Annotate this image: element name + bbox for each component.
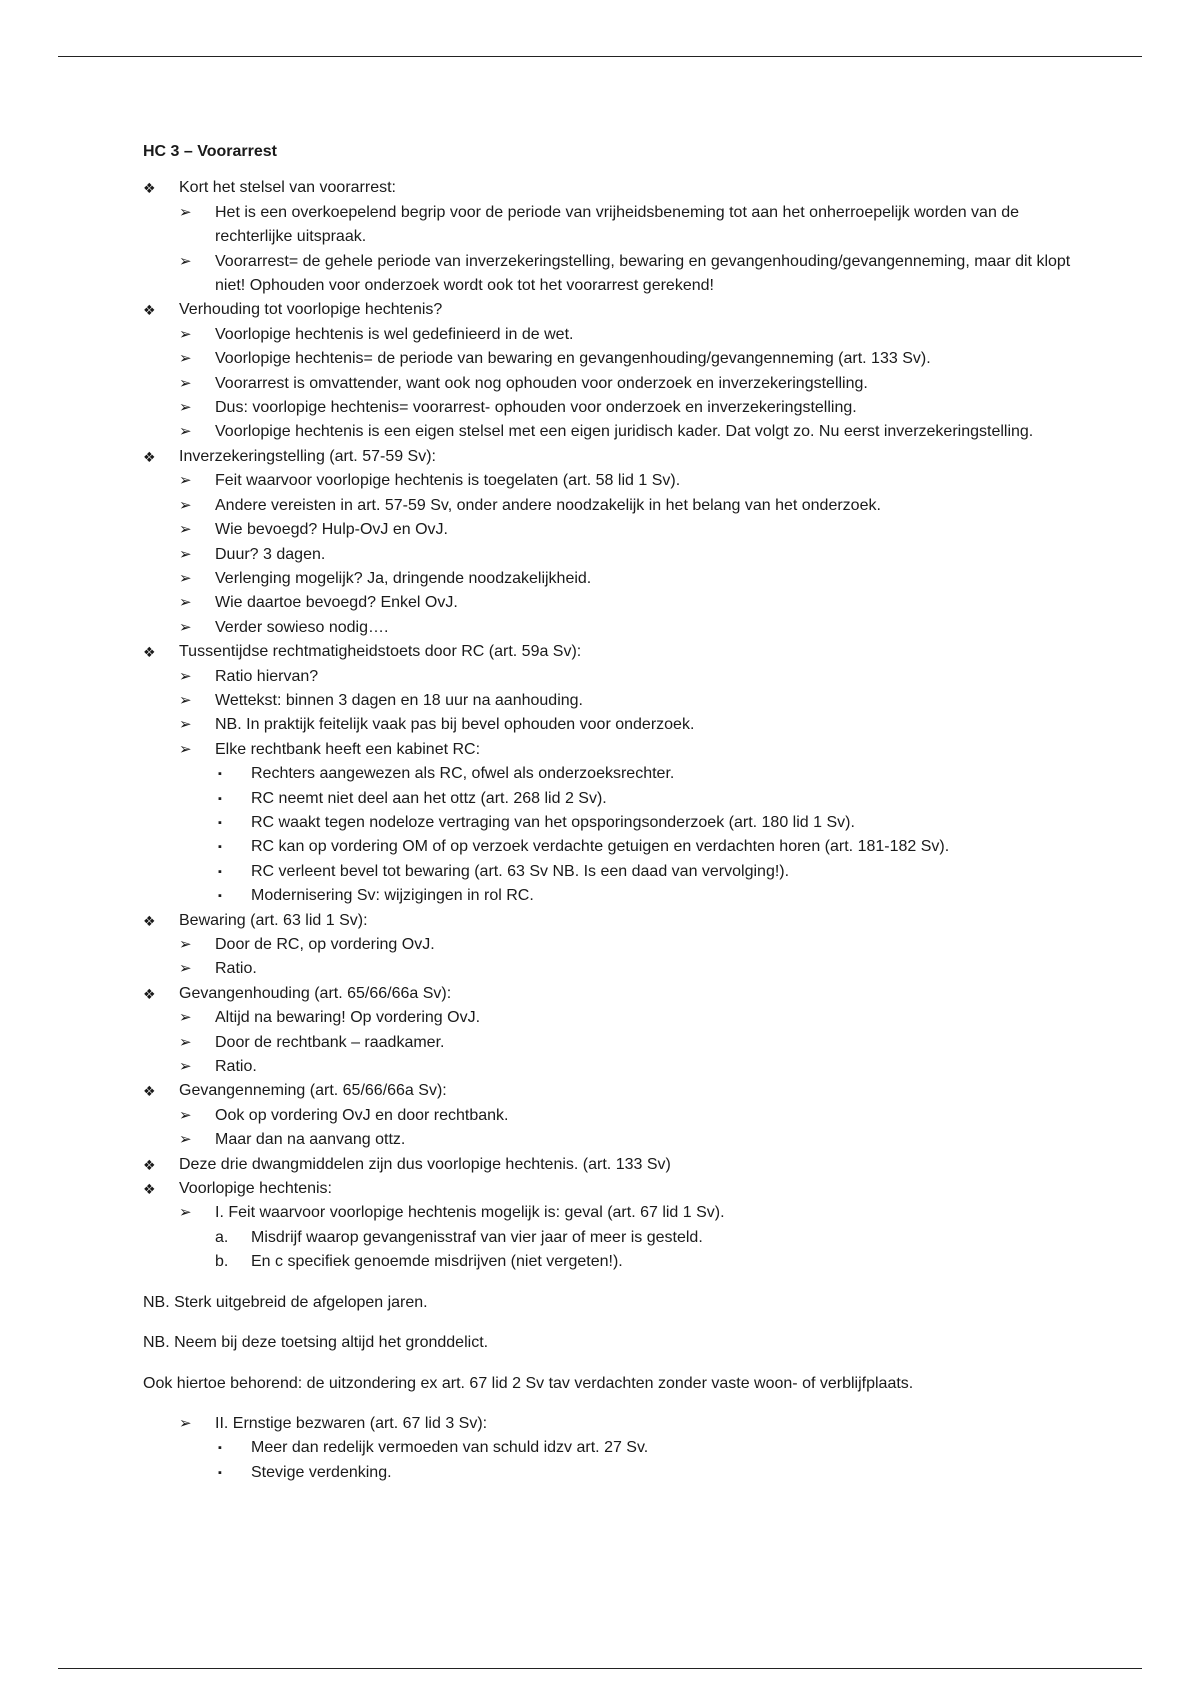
header-rule — [58, 56, 1142, 57]
section-heading: Bewaring (art. 63 lid 1 Sv): — [179, 911, 368, 929]
arrow-bullet-icon: ➢ — [179, 252, 192, 270]
list-item-text: Door de rechtbank – raadkamer. — [215, 1033, 445, 1051]
section-heading: Verhouding tot voorlopige hechtenis? — [179, 301, 443, 319]
list-item-text: Andere vereisten in art. 57-59 Sv, onder andere noodzakelijk in het belang van het onderzoek. — [215, 496, 881, 514]
list-item-text: RC waakt tegen nodeloze vertraging van het opsporingsonderzoek (art. 180 lid 1 Sv). — [251, 813, 855, 831]
list-item-text: RC neemt niet deel aan het ottz (art. 268 lid 2 Sv). — [251, 789, 607, 807]
arrow-bullet-icon: ➢ — [179, 203, 192, 221]
arrow-bullet-icon: ➢ — [179, 423, 192, 441]
list-item-text: NB. In praktijk feitelijk vaak pas bij bevel ophouden voor onderzoek. — [215, 716, 695, 734]
list-item — [179, 201, 1083, 250]
sub-list — [179, 933, 1083, 982]
list-item — [143, 1412, 1083, 1485]
arrow-bullet-icon: ➢ — [179, 325, 192, 343]
list-item-text: Rechters aangewezen als RC, ofwel als onderzoeksrechter. — [251, 765, 675, 783]
list-item — [179, 420, 1083, 444]
square-bullet-icon: ▪ — [218, 1466, 222, 1479]
list-item-text: RC verleent bevel tot bewaring (art. 63 Sv NB. Is een daad van vervolging!). — [251, 862, 790, 880]
arrow-bullet-icon: ➢ — [179, 716, 192, 734]
list-item — [179, 1006, 1083, 1030]
list-item — [215, 860, 1083, 884]
list-item — [179, 372, 1083, 396]
square-bullet-icon: ▪ — [218, 1442, 222, 1455]
arrow-bullet-icon: ➢ — [179, 1414, 192, 1432]
sub-list — [179, 469, 1083, 640]
sub-sub-list — [215, 762, 1083, 908]
section-heading: Tussentijdse rechtmatigheidstoets door RC (art. 59a Sv): — [179, 643, 582, 661]
diamond-bullet-icon: ❖ — [143, 180, 156, 197]
square-bullet-icon: ▪ — [218, 816, 222, 829]
list-item — [179, 616, 1083, 640]
paragraph: NB. Neem bij deze toetsing altijd het gronddelict. — [143, 1334, 489, 1352]
main-bullet-list — [143, 176, 1083, 1274]
section-inverzekeringstelling — [143, 445, 1083, 640]
section-bewaring — [143, 909, 1083, 982]
list-item-text: Ratio. — [215, 960, 257, 978]
diamond-bullet-icon: ❖ — [143, 1083, 156, 1100]
list-item-text: Voorlopige hechtenis is wel gedefinieerd in de wet. — [215, 325, 574, 343]
arrow-bullet-icon: ➢ — [179, 1106, 192, 1124]
section-verhouding — [143, 298, 1083, 444]
sub-list — [179, 201, 1083, 299]
list-item-text: Voorarrest is omvattender, want ook nog ophouden voor onderzoek en inverzekeringstelling. — [215, 374, 868, 392]
list-item-text: Meer dan redelijk vermoeden van schuld idzv art. 27 Sv. — [251, 1439, 649, 1457]
section-heading: Kort het stelsel van voorarrest: — [179, 179, 396, 197]
section-dwangmiddelen — [143, 1153, 1083, 1177]
list-item — [179, 396, 1083, 420]
list-item-text: Altijd na bewaring! Op vordering OvJ. — [215, 1009, 481, 1027]
paragraph: NB. Sterk uitgebreid de afgelopen jaren. — [143, 1293, 428, 1311]
arrow-bullet-icon: ➢ — [179, 960, 192, 978]
diamond-bullet-icon: ❖ — [143, 448, 156, 465]
list-item-text: Wettekst: binnen 3 dagen en 18 uur na aanhouding. — [215, 691, 583, 709]
list-item — [179, 1201, 1083, 1274]
list-item — [179, 665, 1083, 689]
list-item — [179, 1055, 1083, 1079]
list-item — [179, 347, 1083, 371]
sub-list — [179, 323, 1083, 445]
arrow-bullet-icon: ➢ — [179, 618, 192, 636]
arrow-bullet-icon: ➢ — [179, 472, 192, 490]
arrow-bullet-icon: ➢ — [179, 1131, 192, 1149]
list-item — [179, 567, 1083, 591]
arrow-bullet-icon: ➢ — [179, 496, 192, 514]
document-body — [143, 140, 1083, 1485]
list-item-text: Verder sowieso nodig…. — [215, 618, 389, 636]
list-item-text: RC kan op vordering OM of op verzoek verdachte getuigen en verdachten horen (art. 181-182 Sv). — [251, 838, 950, 856]
section-heading: Deze drie dwangmiddelen zijn dus voorlopige hechtenis. (art. 133 Sv) — [179, 1155, 671, 1173]
list-item-text: Door de RC, op vordering OvJ. — [215, 936, 435, 953]
list-item — [215, 787, 1083, 811]
section-heading: Voorlopige hechtenis: — [179, 1180, 332, 1198]
sub-list — [179, 665, 1083, 909]
list-item-text: II. Ernstige bezwaren (art. 67 lid 3 Sv): — [215, 1414, 488, 1432]
list-item-text: Voorlopige hechtenis is een eigen stelsel met een eigen juridisch kader. Dat volgt zo. Nu eerst inverzekeringstelling. — [215, 423, 1034, 441]
arrow-bullet-icon: ➢ — [179, 936, 192, 953]
section-heading: Gevangenhouding (art. 65/66/66a Sv): — [179, 984, 452, 1002]
arrow-bullet-icon: ➢ — [179, 545, 192, 563]
list-item — [179, 689, 1083, 713]
list-item — [179, 1104, 1083, 1128]
list-item — [215, 1250, 1083, 1274]
arrow-bullet-icon: ➢ — [179, 594, 192, 612]
diamond-bullet-icon: ❖ — [143, 302, 156, 319]
footer-rule — [58, 1668, 1142, 1669]
list-item — [215, 811, 1083, 835]
diamond-bullet-icon: ❖ — [143, 1156, 156, 1173]
section-gevangenneming — [143, 1079, 1083, 1152]
list-marker: a. — [215, 1228, 229, 1246]
arrow-bullet-icon: ➢ — [179, 1033, 192, 1051]
list-item-text: En c specifiek genoemde misdrijven (niet vergeten!). — [251, 1253, 623, 1271]
section-rechtmatigheidstoets — [143, 640, 1083, 908]
list-item — [179, 1128, 1083, 1152]
diamond-bullet-icon: ❖ — [143, 644, 156, 661]
list-item-text: Ratio hiervan? — [215, 667, 319, 685]
list-item-text: Modernisering Sv: wijzigingen in rol RC. — [251, 887, 534, 905]
list-item-text: Duur? 3 dagen. — [215, 545, 326, 563]
list-item-text: Voorlopige hechtenis= de periode van bewaring en gevangenhouding/gevangenneming (art. 133 Sv). — [215, 350, 931, 368]
sub-list — [179, 1201, 1083, 1274]
list-item — [179, 591, 1083, 615]
arrow-bullet-icon: ➢ — [179, 740, 192, 758]
list-item — [179, 738, 1083, 909]
list-item — [215, 835, 1083, 859]
list-item — [179, 933, 1083, 957]
list-item-text: Stevige verdenking. — [251, 1463, 392, 1481]
list-item-text: Ook op vordering OvJ en door rechtbank. — [215, 1106, 509, 1124]
list-item — [179, 250, 1083, 299]
list-item — [179, 713, 1083, 737]
list-item-text: Dus: voorlopige hechtenis= voorarrest- ophouden voor onderzoek en inverzekeringstelling. — [215, 399, 857, 417]
page-title: HC 3 – Voorarrest — [143, 143, 277, 160]
list-item — [179, 1412, 1083, 1485]
diamond-bullet-icon: ❖ — [143, 985, 156, 1002]
section-stelsel — [143, 176, 1083, 298]
list-item — [215, 1436, 1083, 1460]
paragraph: Ook hiertoe behorend: de uitzondering ex art. 67 lid 2 Sv tav verdachten zonder vaste woon- of verblijfplaats. — [143, 1374, 914, 1392]
list-item-text: Voorarrest= de gehele periode van inverzekeringstelling, bewaring en gevangenhouding/gevangenneming, maar dit klopt niet! Ophouden voor onderzoek wordt ook tot het voorarrest gerekend! — [215, 252, 1071, 295]
arrow-bullet-icon: ➢ — [179, 1009, 192, 1027]
diamond-bullet-icon: ❖ — [143, 1181, 156, 1198]
list-item — [179, 518, 1083, 542]
square-bullet-icon: ▪ — [218, 841, 222, 854]
list-item — [179, 543, 1083, 567]
list-item-text: Het is een overkoepelend begrip voor de periode van vrijheidsbeneming tot aan het onherroepelijk worden van de rechterlijke uitspraak. — [215, 203, 1020, 246]
diamond-bullet-icon: ❖ — [143, 912, 156, 929]
sub-list — [179, 1412, 1083, 1485]
arrow-bullet-icon: ➢ — [179, 1058, 192, 1076]
list-item-text: Feit waarvoor voorlopige hechtenis is toegelaten (art. 58 lid 1 Sv). — [215, 472, 681, 490]
square-bullet-icon: ▪ — [218, 768, 222, 781]
section-heading: Inverzekeringstelling (art. 57-59 Sv): — [179, 447, 436, 465]
section-voorlopige-hechtenis — [143, 1177, 1083, 1275]
arrow-bullet-icon: ➢ — [179, 399, 192, 417]
list-item-text: Ratio. — [215, 1058, 257, 1076]
arrow-bullet-icon: ➢ — [179, 521, 192, 539]
section-heading: Gevangenneming (art. 65/66/66a Sv): — [179, 1082, 447, 1100]
arrow-bullet-icon: ➢ — [179, 374, 192, 392]
list-item-text: Misdrijf waarop gevangenisstraf van vier jaar of meer is gesteld. — [251, 1228, 703, 1246]
list-item-text: Wie daartoe bevoegd? Enkel OvJ. — [215, 594, 458, 612]
list-item-text: Verlenging mogelijk? Ja, dringende noodzakelijkheid. — [215, 569, 592, 587]
list-marker: b. — [215, 1253, 229, 1271]
arrow-bullet-icon: ➢ — [179, 691, 192, 709]
list-item — [215, 884, 1083, 908]
square-bullet-icon: ▪ — [218, 792, 222, 805]
list-item-text: I. Feit waarvoor voorlopige hechtenis mogelijk is: geval (art. 67 lid 1 Sv). — [215, 1204, 725, 1222]
arrow-bullet-icon: ➢ — [179, 1204, 192, 1222]
sub-sub-list — [215, 1436, 1083, 1485]
square-bullet-icon: ▪ — [218, 890, 222, 903]
list-item — [215, 1226, 1083, 1250]
sub-list — [179, 1104, 1083, 1153]
section-gevangenhouding — [143, 982, 1083, 1080]
arrow-bullet-icon: ➢ — [179, 667, 192, 685]
list-item — [215, 1461, 1083, 1485]
list-item — [179, 957, 1083, 981]
list-item-text: Elke rechtbank heeft een kabinet RC: — [215, 740, 481, 758]
list-item — [179, 323, 1083, 347]
list-item — [179, 1031, 1083, 1055]
tail-list — [143, 1412, 1083, 1485]
arrow-bullet-icon: ➢ — [179, 350, 192, 368]
square-bullet-icon: ▪ — [218, 865, 222, 878]
list-item-text: Wie bevoegd? Hulp-OvJ en OvJ. — [215, 521, 448, 539]
list-item — [179, 469, 1083, 493]
list-item — [215, 762, 1083, 786]
arrow-bullet-icon: ➢ — [179, 569, 192, 587]
ordered-list — [215, 1226, 1083, 1275]
list-item — [179, 494, 1083, 518]
sub-list — [179, 1006, 1083, 1079]
list-item-text: Maar dan na aanvang ottz. — [215, 1131, 406, 1149]
